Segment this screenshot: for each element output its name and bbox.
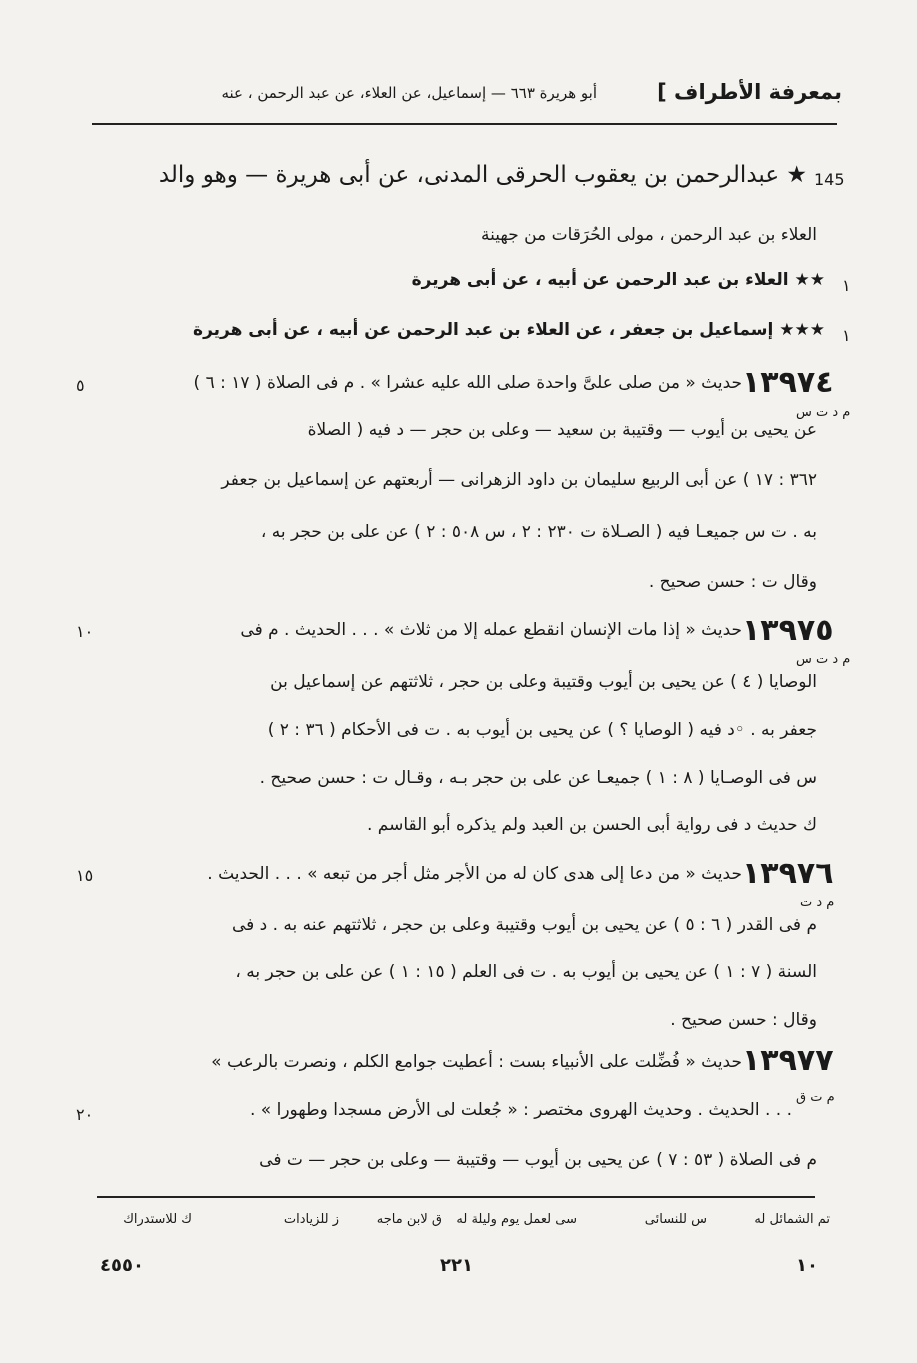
hadith-number: ١٣٩٧٧ bbox=[742, 1043, 834, 1078]
footnote-key: ز للزيادات bbox=[283, 1212, 339, 1227]
sigla: م د ت bbox=[800, 895, 835, 910]
footnote-rule bbox=[97, 1196, 815, 1198]
footer-sequence-number: ٤٥٥٠ bbox=[100, 1255, 144, 1276]
hadith-line: به . ت س جميعـا فيه ( الصـلاة ت ٢٣٠ : ٢ ، س ٥٠٨ : ٢ ) عن على بن حجر به ، bbox=[260, 522, 817, 542]
footnote-key: سى لعمل يوم وليلة له bbox=[456, 1212, 577, 1227]
hadith-number: ١٣٩٧٥ bbox=[742, 613, 834, 648]
header-bracket-title: بمعرفة الأطراف ] bbox=[657, 80, 842, 104]
margin-number: ٢٠ bbox=[76, 1105, 94, 1124]
hadith-line: جعفر به . ◦د فيه ( الوصايا ؟ ) عن يحيى بن أيوب به . ت فى الأحكام ( ٣٦ : ٢ ) bbox=[267, 720, 817, 740]
hadith-line: وقال ت : حسن صحيح . bbox=[648, 572, 817, 592]
entry-number: 145 bbox=[814, 170, 845, 189]
hadith-line: عن يحيى بن أيوب — وقتيبة بن سعيد — وعلى بن حجر — د فيه ( الصلاة bbox=[307, 420, 817, 440]
hadith-number: ١٣٩٧٦ bbox=[742, 856, 834, 891]
sigla: م ت ق bbox=[796, 1090, 835, 1105]
sigla: م د ت س bbox=[796, 405, 851, 420]
hadith-line: حديث « من دعا إلى هدى كان له من الأجر مثل أجر من تبعه » . . . الحديث . bbox=[207, 864, 742, 884]
hadith-line: م فى الصلاة ( ٥٣ : ٧ ) عن يحيى بن أيوب — وقتيبة — وعلى بن حجر — ت فى bbox=[259, 1150, 817, 1170]
volume-number: ١٠ bbox=[796, 1255, 818, 1276]
chain-line-1: ★★ العلاء بن عبد الرحمن عن أبيه ، عن أبى هريرة bbox=[411, 270, 825, 290]
entry-title: ★ عبدالرحمن بن يعقوب الحرقى المدنى، عن أبى هريرة — وهو والد bbox=[158, 162, 807, 188]
hadith-line: حديث « فُضِّلت على الأنبياء بست : أعطيت جوامع الكلم ، ونصرت بالرعب » bbox=[211, 1052, 742, 1072]
hadith-line: السنة ( ٧ : ١ ) عن يحيى بن أيوب به . ت فى العلم ( ١٥ : ١ ) عن على بن حجر به ، bbox=[235, 962, 817, 982]
margin-number: ١٥ bbox=[76, 866, 94, 885]
header-rule bbox=[92, 123, 837, 125]
header-running-text: أبو هريرة ٦٦٣ — إسماعيل، عن العلاء، عن عبد الرحمن ، عنه bbox=[221, 84, 597, 102]
footnote-key: ك للاستدراك bbox=[123, 1212, 192, 1227]
hadith-line: وقال : حسن صحيح . bbox=[670, 1010, 817, 1030]
footnote-key: ق لابن ماجه bbox=[376, 1212, 442, 1227]
footnote-key: تم الشمائل له bbox=[754, 1212, 830, 1227]
margin-number: ١ bbox=[842, 276, 851, 295]
margin-number: ١٠ bbox=[76, 622, 94, 641]
sigla: م د ت س bbox=[796, 652, 851, 667]
hadith-line: ك حديث د فى رواية أبى الحسن بن العبد ولم يذكره أبو القاسم . bbox=[366, 815, 817, 835]
hadith-line: س فى الوصـايا ( ٨ : ١ ) جميعـا عن على بن حجر بـه ، وقـال ت : حسن صحيح . bbox=[259, 768, 817, 788]
hadith-line: م فى القدر ( ٦ : ٥ ) عن يحيى بن أيوب وقتيبة وعلى بن حجر ، ثلاثتهم عنه به . د فى bbox=[231, 915, 817, 935]
hadith-line: حديث « إذا مات الإنسان انقطع عمله إلا من ثلاث » . . . الحديث . م فى bbox=[240, 620, 742, 640]
entry-subtitle: العلاء بن عبد الرحمن ، مولى الحُرَقات من جهينة bbox=[481, 225, 817, 245]
margin-number: ١ bbox=[842, 326, 851, 345]
hadith-line: الوصايا ( ٤ ) عن يحيى بن أيوب وقتيبة وعلى بن حجر ، ثلاثتهم عن إسماعيل بن bbox=[270, 672, 817, 692]
hadith-line: ٣٦٢ : ١٧ ) عن أبى الربيع سليمان بن داود الزهرانى — أربعتهم عن إسماعيل بن جعفر bbox=[221, 470, 817, 490]
margin-number: ٥ bbox=[76, 376, 85, 395]
chain-line-2: ★★★ إسماعيل بن جعفر ، عن العلاء بن عبد الرحمن عن أبيه ، عن أبى هريرة bbox=[193, 320, 825, 340]
hadith-number: ١٣٩٧٤ bbox=[742, 365, 834, 400]
footnote-key: س للنسائى bbox=[644, 1212, 707, 1227]
hadith-line: حديث « من صلى علىَّ واحدة صلى الله عليه عشرا » . م فى الصلاة ( ١٧ : ٦ ) bbox=[193, 373, 742, 393]
page-number: ٢٢١ bbox=[440, 1255, 473, 1276]
hadith-line: . . . الحديث . وحديث الهروى مختصر : « جُعلت لى الأرض مسجدا وطهورا » . bbox=[249, 1100, 792, 1120]
